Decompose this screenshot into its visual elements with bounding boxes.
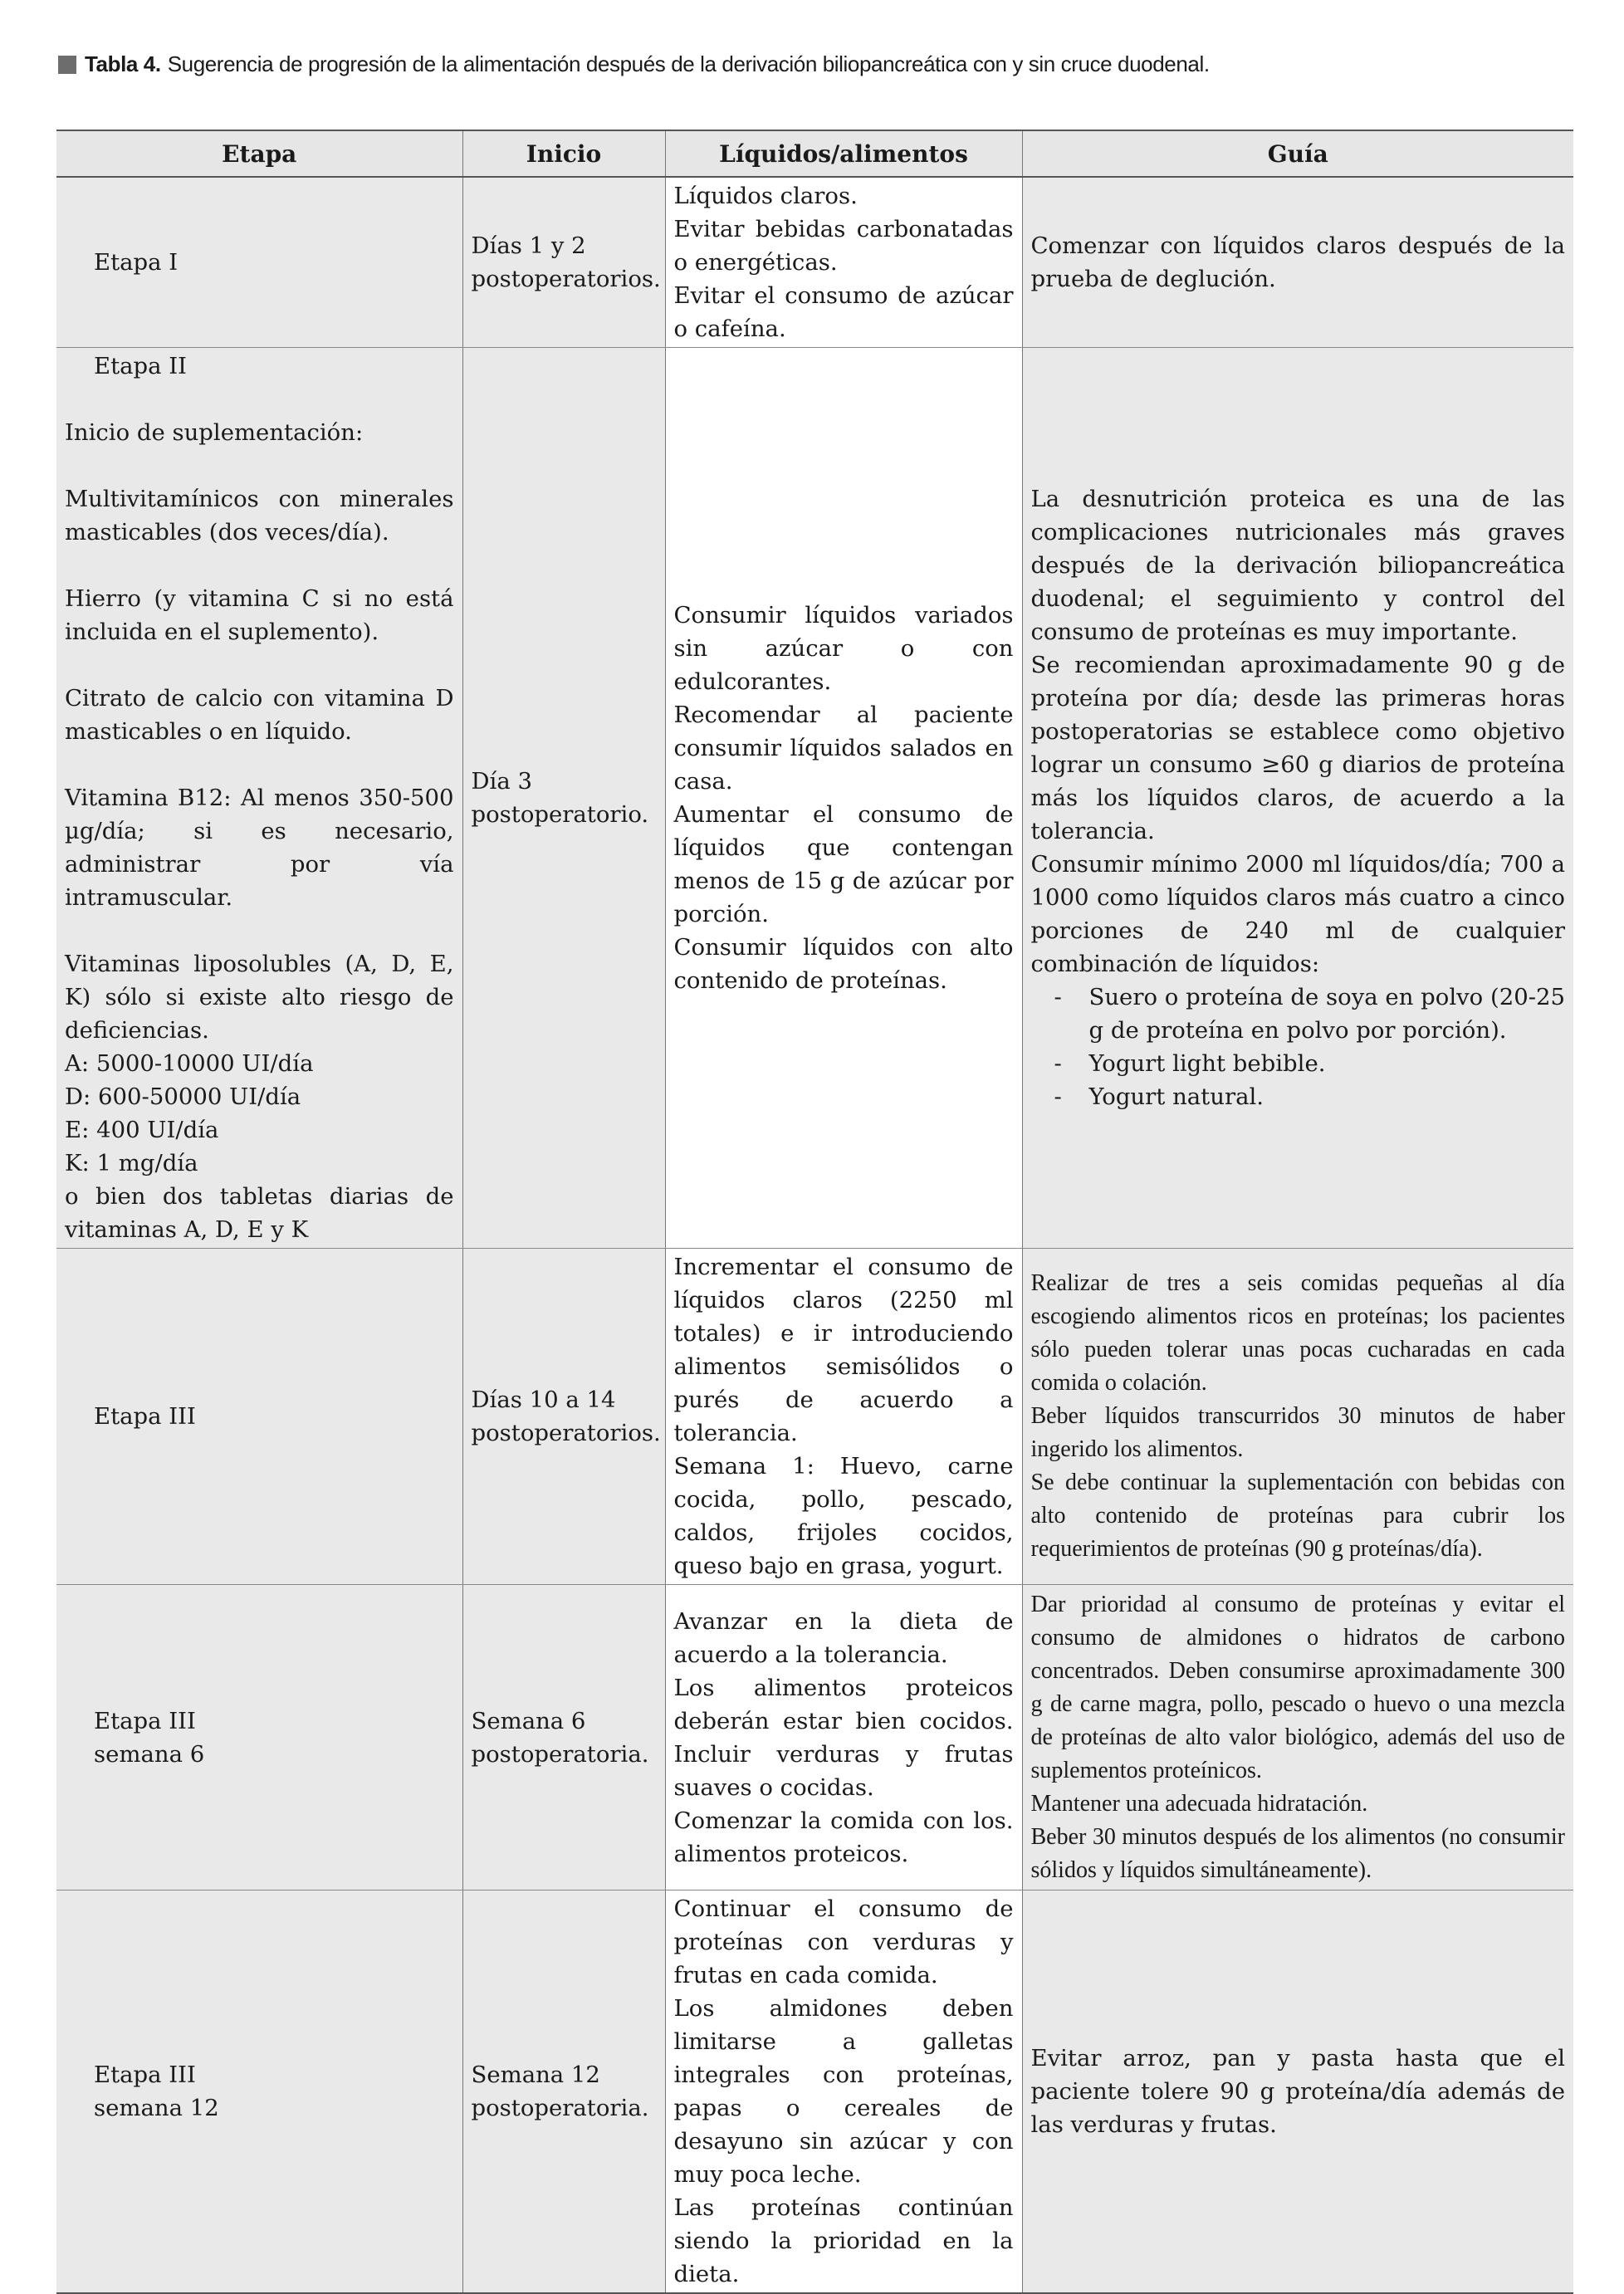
liquidos-cell — [665, 1890, 1022, 2294]
header-inicio: Inicio — [462, 130, 665, 177]
liquidos-line: Los almidones deben limitarse a galletas integrales con proteínas, papas o cereales de desayuno sin azúcar y con muy poca leche. — [673, 1995, 1014, 2188]
guia-cell — [1022, 177, 1573, 348]
liquidos-line: Continuar el consumo de proteínas con verduras y frutas en cada comida. — [673, 1895, 1014, 1988]
etapa-sublabel: semana 6 — [94, 1740, 205, 1768]
guia-line: Se debe continuar la suplementación con bebidas con alto contenido de proteínas para cubrir los requerimientos de proteínas (90 g proteínas/día). — [1030, 1470, 1565, 1562]
liposoluble-line: K: 1 mg/día — [65, 1150, 198, 1176]
liquidos-line: Comenzar la comida con los. alimentos proteicos. — [673, 1807, 1014, 1867]
guia-line: Dar prioridad al consumo de proteínas y evitar el consumo de almidones o hidratos de carbono concentrados. Deben consumirse aproximadamente 300 g de carne magra, pollo, pescado o huevo o una mezcla de proteínas de alto valor biológico, además del uso de suplementos proteínicos. — [1030, 1591, 1565, 1783]
suplemento-item: Vitamina B12: Al menos 350-500 µg/día; si es necesario, administrar por vía intramuscular. — [65, 785, 454, 911]
liquidos-line: Los alimentos proteicos deberán estar bien cocidos. Incluir verduras y frutas suaves o cocidas. — [673, 1674, 1014, 1801]
guia-line: Realizar de tres a seis comidas pequeñas al día escogiendo alimentos ricos en proteínas; los pacientes sólo pueden tolerar unas pocas cucharadas en cada comida o colación. — [1030, 1270, 1565, 1396]
guia-cell — [1022, 1249, 1573, 1585]
liposolubles-intro: Vitaminas liposolubles (A, D, E, K) sólo si existe alto riesgo de deficiencias. — [65, 951, 454, 1044]
table-caption — [58, 51, 1586, 77]
table-row — [56, 348, 1573, 1249]
liquidos-cell — [665, 1585, 1022, 1890]
liquidos-line: Consumir líquidos con alto contenido de proteínas. — [673, 934, 1014, 994]
inicio-text: Días 10 a 14 postoperatorios. — [471, 1387, 661, 1446]
etapa-label: Etapa III — [94, 1707, 196, 1734]
header-guia: Guía — [1022, 130, 1573, 177]
etapa-cell — [56, 177, 462, 348]
guia-list-item: - Suero o proteína de soya en polvo (20-25 g de proteína en polvo por porción). — [1054, 984, 1565, 1044]
liquidos-line: Recomendar al paciente consumir líquidos salados en casa. — [673, 702, 1014, 795]
caption-label: Tabla 4. — [85, 51, 161, 76]
table-row — [56, 1249, 1573, 1585]
etapa-sublabel: semana 12 — [94, 2095, 219, 2121]
etapa-cell — [56, 1585, 462, 1890]
liposoluble-line: D: 600-50000 UI/día — [65, 1083, 301, 1110]
etapa-label: Etapa III — [94, 1403, 196, 1430]
etapa-cell — [56, 348, 462, 1249]
progression-table — [56, 130, 1573, 2294]
liquidos-line: Consumir líquidos variados sin azúcar o con edulcorantes. — [673, 602, 1014, 695]
guia-line: La desnutrición proteica es una de las complicaciones nutricionales más graves después de la derivación biliopancreática duodenal; el seguimiento y control del consumo de proteínas es muy importante. — [1030, 486, 1565, 645]
inicio-cell — [462, 1585, 665, 1890]
etapa-label: Etapa II — [94, 353, 187, 379]
guia-line: Consumir mínimo 2000 ml líquidos/día; 700 a 1000 como líquidos claros más cuatro a cinco porciones de 240 ml de cualquier combinación de líquidos: — [1030, 851, 1565, 977]
liquidos-line: Incrementar el consumo de líquidos claros (2250 ml totales) e ir introduciendo alimentos semisólidos o purés de acuerdo a tolerancia. — [673, 1254, 1014, 1446]
liposolubles-outro: o bien dos tabletas diarias de vitaminas A, D, E y K — [65, 1183, 454, 1243]
guia-list-item: - Yogurt light bebible. — [1054, 1050, 1326, 1077]
inicio-text: Días 1 y 2 postoperatorios. — [471, 232, 661, 292]
guia-line: Mantener una adecuada hidratación. — [1030, 1790, 1368, 1817]
inicio-cell — [462, 177, 665, 348]
etapa-cell — [56, 1890, 462, 2294]
header-etapa: Etapa — [56, 130, 462, 177]
liquidos-cell — [665, 348, 1022, 1249]
guia-cell — [1022, 348, 1573, 1249]
guia-line: Se recomiendan aproximadamente 90 g de proteína por día; desde las primeras horas postoperatorias se establece como objetivo lograr un consumo ≥60 g diarios de proteína más los líquidos claros, de acuerdo a la tolerancia. — [1030, 652, 1565, 844]
table-row — [56, 1585, 1573, 1890]
liquidos-line: Semana 1: Huevo, carne cocida, pollo, pescado, caldos, frijoles cocidos, queso bajo en grasa, yogurt. — [673, 1453, 1014, 1579]
guia-cell — [1022, 1585, 1573, 1890]
caption-text: Sugerencia de progresión de la alimentación después de la derivación biliopancreática con y sin cruce duodenal. — [167, 51, 1210, 76]
header-row — [56, 130, 1573, 177]
liquidos-line: Líquidos claros. — [673, 183, 858, 209]
header-liquidos: Líquidos/alimentos — [665, 130, 1022, 177]
liquidos-line: Evitar bebidas carbonatadas o energéticas. — [673, 216, 1014, 276]
guia-line: Evitar arroz, pan y pasta hasta que el paciente tolere 90 g proteína/día además de las verduras y frutas. — [1030, 2045, 1565, 2138]
liposoluble-line: A: 5000-10000 UI/día — [65, 1050, 314, 1077]
inicio-cell — [462, 1249, 665, 1585]
liquidos-line: Las proteínas continúan siendo la prioridad en la dieta. — [673, 2194, 1014, 2287]
suplemento-item: Hierro (y vitamina C si no está incluida en el suplemento). — [65, 585, 454, 645]
etapa-cell — [56, 1249, 462, 1585]
liquidos-line: Aumentar el consumo de líquidos que contengan menos de 15 g de azúcar por porción. — [673, 801, 1014, 927]
guia-list-item: - Yogurt natural. — [1054, 1083, 1264, 1110]
inicio-cell — [462, 348, 665, 1249]
liquidos-line: Evitar el consumo de azúcar o cafeína. — [673, 282, 1014, 342]
inicio-text: Día 3 postoperatorio. — [471, 768, 649, 828]
table-row — [56, 177, 1573, 348]
inicio-cell — [462, 1890, 665, 2294]
inicio-text: Semana 12 postoperatoria. — [471, 2062, 649, 2121]
liposoluble-line: E: 400 UI/día — [65, 1117, 219, 1143]
suplemento-item: Multivitamínicos con minerales masticables (dos veces/día). — [65, 486, 454, 545]
liquidos-cell — [665, 1249, 1022, 1585]
etapa-label: Etapa I — [94, 249, 179, 276]
suplementacion-title: Inicio de suplementación: — [65, 419, 364, 446]
guia-line: Beber 30 minutos después de los alimentos (no consumir sólidos y líquidos simultáneamente). — [1030, 1823, 1565, 1883]
inicio-text: Semana 6 postoperatoria. — [471, 1707, 649, 1768]
guia-line: Beber líquidos transcurridos 30 minutos de haber ingerido los alimentos. — [1030, 1403, 1565, 1462]
suplemento-item: Citrato de calcio con vitamina D masticables o en líquido. — [65, 685, 454, 745]
etapa-label: Etapa III — [94, 2062, 196, 2088]
caption-square-icon — [58, 56, 76, 74]
guia-line: Comenzar con líquidos claros después de la prueba de deglución. — [1030, 232, 1565, 292]
liquidos-line: Avanzar en la dieta de acuerdo a la tolerancia. — [673, 1607, 1014, 1668]
table-row — [56, 1890, 1573, 2294]
guia-cell — [1022, 1890, 1573, 2294]
liquidos-cell — [665, 177, 1022, 348]
